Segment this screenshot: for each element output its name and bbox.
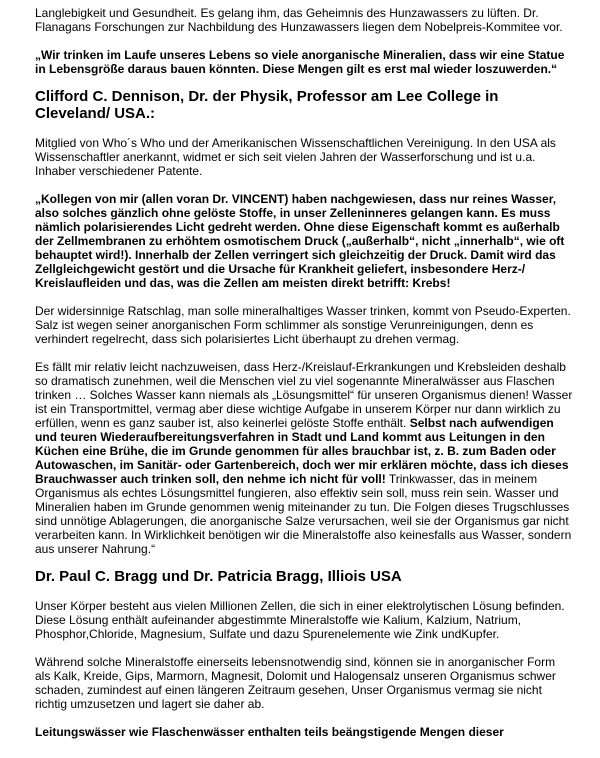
pseudo-experts-paragraph: Der widersinnige Ratschlag, man solle mineralhaltiges Wasser trinken, kommt von Pseudo-Experten. Salz ist wegen seiner anorganischen Form schlimmer als sonstige Verunreinigungen, denn es verhindert regelrecht, dass sich polarisiertes Licht überhaupt zu drehen vermag.: [35, 304, 571, 346]
paragraph-part-regular-end: Trinkwasser, das in meinem Organismus als echtes Lösungsmittel fungieren, also effektiv sein soll, muss rein sein. Wasser und Mineralien haben im Grunde genommen wenig miteinander zu tun. Die Folgen dieses Trugschlusses sind unnötige Ablagerungen, die anorganische Salze verursachen, weil sie der Organismus gar nicht verarbeiten kann. In Wirklichkeit benötigen wir die Mineralstoffe also keinesfalls aus Wasser, sondern aus unserer Nahrung.“: [35, 472, 572, 556]
dennison-bio: Mitglied von Who´s Who und der Amerikanischen Wissenschaftlichen Vereinigung. In den USA als Wissenschaftler anerkannt, widmet er sich seit vielen Jahren der Wasserforschung und ist u.a. Inhaber verschiedener Patente.: [35, 136, 556, 178]
minerals-paragraph: Während solche Mineralstoffe einerseits lebensnotwendig sind, können sie in anorganischer Form als Kalk, Kreide, Gips, Marmorn, Magnesit, Dolomit und Halogensalz unseren Organismus schwer schaden, zumindest auf einen längeren Zeitraum gesehen, Unser Organismus vermag sie nicht richtig umzusetzen und lagert sie daher ab.: [35, 655, 556, 711]
cells-paragraph: Unser Körper besteht aus vielen Millionen Zellen, die sich in einer elektrolytischen Lösung befinden. Diese Lösung enthält aufeinander abgestimmte Mineralstoffe wie Kalium, Kalzium, Natrium, Phosphor,Chloride, Magnesium, Sulfate und dazu Spurenelemente wie Zink undKupfer.: [35, 599, 565, 641]
dennison-quote: „Kollegen von mir (allen voran Dr. VINCENT) haben nachgewiesen, dass nur reines Wasser, also solches gänzlich ohne gelöste Stoffe, in unser Zelleninneres gelangen kann. Es muss nämlich polarisierendes Licht gedreht werden. Ohne diese Eigenschaft kommt es außerhalb der Zellmembranen zu erhöhtem osmotischem Druck („außerhalb“, nicht „innerhalb“, wie oft behauptet wird!). Innerhalb der Zellen verringert sich gleichzeitig der Druck. Damit wird das Zellgleichgewicht gestört und die Ursache für Krankheit geliefert, insbesondere Herz-/ Kreislaufleiden und das, was die Zellen am meisten direkt betrifft: Krebs!: [35, 192, 565, 290]
paragraph-part-regular: Es fällt mir relativ leicht nachzuweisen, dass Herz-/Kreislauf-Erkrankungen und Krebsleiden deshalb so dramatisch zunehmen, weil die Menschen viel zu viel sogenannte Mineralwässer aus Flaschen trinken … Solches Wasser kann niemals als „Lösungsmittel“ für unseren Organismus dienen! Wasser ist ein Transportmittel, vermag aber diese wichtige Aufgabe in unserem Körper nur dann wirklich zu erfüllen, wenn es ganz sauber ist, also keinerlei gelöste Stoffe enthält.: [35, 360, 573, 430]
dennison-heading: Clifford C. Dennison, Dr. der Physik, Professor am Lee College in Cleveland/ USA.:: [35, 88, 499, 122]
paragraph-part-bold: Selbst nach aufwendigen und teuren Wiederaufbereitungsverfahren in Stadt und Land kommt aus Leitungen in den Küchen eine Brühe, die im Grunde genommen für alles brauchbar ist, z. B. zum Baden oder Autowaschen, im Sanitär- oder Gartenbereich, doch wer mir erklären möchte, dass ich dieses Brauchwasser auch trinken soll, den nehme ich nicht für voll!: [35, 416, 569, 486]
flanagan-quote: „Wir trinken im Laufe unseres Lebens so viele anorganische Mineralien, dass wir eine Statue in Lebensgröße daraus bauen könnten. Diese Mengen gilt es erst mal wieder loszuwerden.“: [35, 48, 565, 76]
bragg-heading: Dr. Paul C. Bragg und Dr. Patricia Bragg, Illiois USA: [35, 568, 402, 585]
document-page: [35, 6, 573, 739]
intro-paragraph: Langlebigkeit und Gesundheit. Es gelang ihm, das Geheimnis des Hunzawassers zu lüften. Dr. Flanagans Forschungen zur Nachbildung des Hunzawassers liegen dem Nobelpreis-Kommitee vor.: [35, 6, 563, 34]
tap-water-paragraph: Leitungswässer wie Flaschenwässer enthalten teils beängstigende Mengen dieser: [35, 725, 504, 739]
heart-cancer-paragraph: [35, 360, 573, 556]
